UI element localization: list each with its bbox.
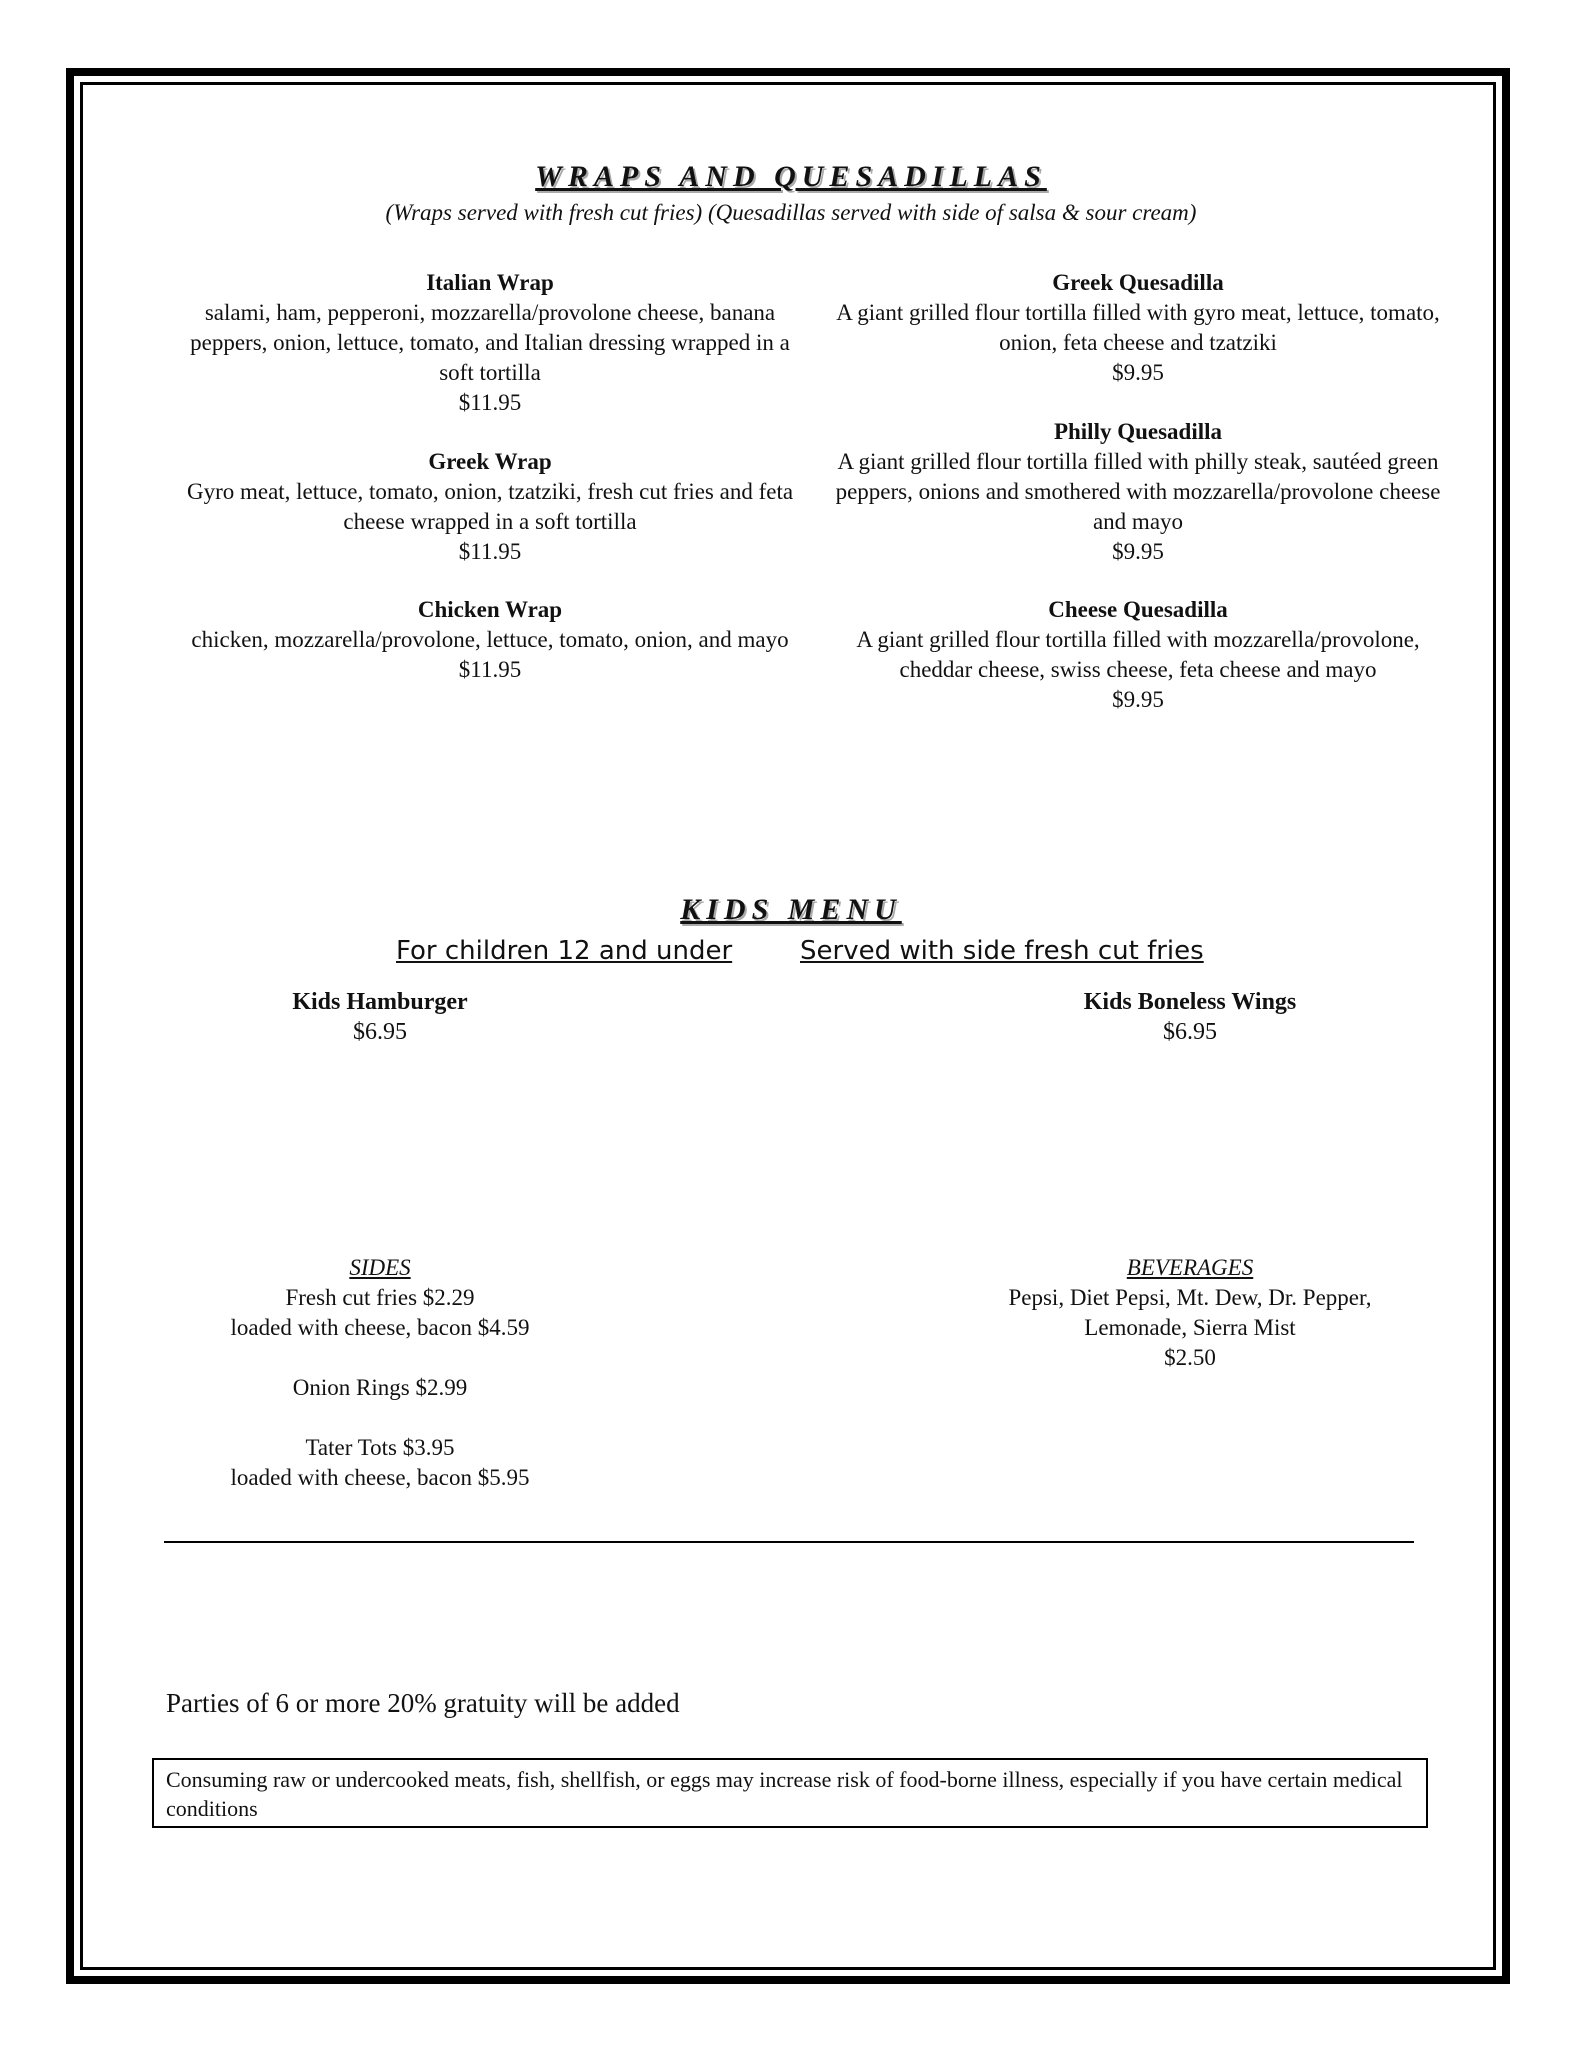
menu-item [828, 417, 1448, 567]
sides-section [160, 1253, 600, 1493]
item-name: Philly Quesadilla [1053, 419, 1223, 444]
food-safety-notice: Consuming raw or undercooked meats, fish, shellfish, or eggs may increase risk of food-borne illness, especially if you have certain medical conditions [152, 1758, 1428, 1828]
item-price: $9.95 [1112, 360, 1164, 385]
item-description: chicken, mozzarella/provolone, lettuce, tomato, onion, and mayo [191, 627, 789, 652]
menu-item [1030, 987, 1350, 1047]
sides-title: SIDES [349, 1255, 411, 1280]
kids-menu-title: KIDS MENU [680, 893, 902, 926]
item-name: Greek Quesadilla [1052, 270, 1224, 295]
item-price: $6.95 [1163, 1019, 1217, 1045]
item-name: Italian Wrap [426, 270, 554, 295]
list-item: Lemonade, Sierra Mist [1084, 1315, 1296, 1340]
menu-item [180, 268, 800, 418]
item-price: $11.95 [458, 390, 522, 415]
menu-item [828, 595, 1448, 715]
item-description: A giant grilled flour tortilla filled with gyro meat, lettuce, tomato, onion, feta cheese and tzatziki [836, 300, 1440, 355]
item-name: Kids Hamburger [292, 989, 468, 1015]
menu-item [828, 268, 1448, 388]
wraps-section-subtitle: (Wraps served with fresh cut fries) (Quesadillas served with side of salsa & sour cream) [385, 200, 1197, 225]
item-description: A giant grilled flour tortilla filled with philly steak, sautéed green peppers, onions and smothered with mozzarella/provolone cheese and mayo [835, 449, 1441, 534]
list-item: loaded with cheese, bacon $4.59 [230, 1315, 530, 1340]
list-item: Pepsi, Diet Pepsi, Mt. Dew, Dr. Pepper, [1008, 1285, 1372, 1310]
list-item: Fresh cut fries $2.29 [285, 1285, 475, 1310]
item-name: Kids Boneless Wings [1083, 989, 1297, 1015]
item-price: $9.95 [1112, 687, 1164, 712]
list-item: Onion Rings $2.99 [292, 1375, 468, 1400]
item-price: $6.95 [353, 1019, 407, 1045]
list-item: loaded with cheese, bacon $5.95 [230, 1465, 530, 1490]
item-name: Cheese Quesadilla [1048, 597, 1228, 622]
item-price: $11.95 [458, 657, 522, 682]
beverages-section [940, 1253, 1440, 1373]
gratuity-note: Parties of 6 or more 20% gratuity will be added [166, 1688, 680, 1718]
kids-menu-age-note: For children 12 and under [396, 936, 733, 966]
list-item: Tater Tots $3.95 [305, 1435, 455, 1460]
item-description: A giant grilled flour tortilla filled with mozzarella/provolone, cheddar cheese, swiss cheese, feta cheese and mayo [856, 627, 1420, 682]
menu-item [230, 987, 530, 1047]
item-description: Gyro meat, lettuce, tomato, onion, tzatziki, fresh cut fries and feta cheese wrapped in a soft tortilla [186, 479, 794, 534]
list-item: $2.50 [1164, 1345, 1216, 1370]
item-price: $9.95 [1112, 539, 1164, 564]
wraps-section-title: WRAPS AND QUESADILLAS [535, 160, 1047, 193]
kids-menu-sides-note: Served with side fresh cut fries [800, 936, 1204, 966]
item-name: Greek Wrap [428, 449, 552, 474]
menu-item [180, 595, 800, 685]
item-price: $11.95 [458, 539, 522, 564]
divider [164, 1541, 1414, 1543]
menu-item [180, 447, 800, 567]
beverages-title: BEVERAGES [1126, 1255, 1254, 1280]
item-description: salami, ham, pepperoni, mozzarella/provolone cheese, banana peppers, onion, lettuce, tomato, and Italian dressing wrapped in a soft tortilla [190, 300, 790, 385]
item-name: Chicken Wrap [417, 597, 563, 622]
